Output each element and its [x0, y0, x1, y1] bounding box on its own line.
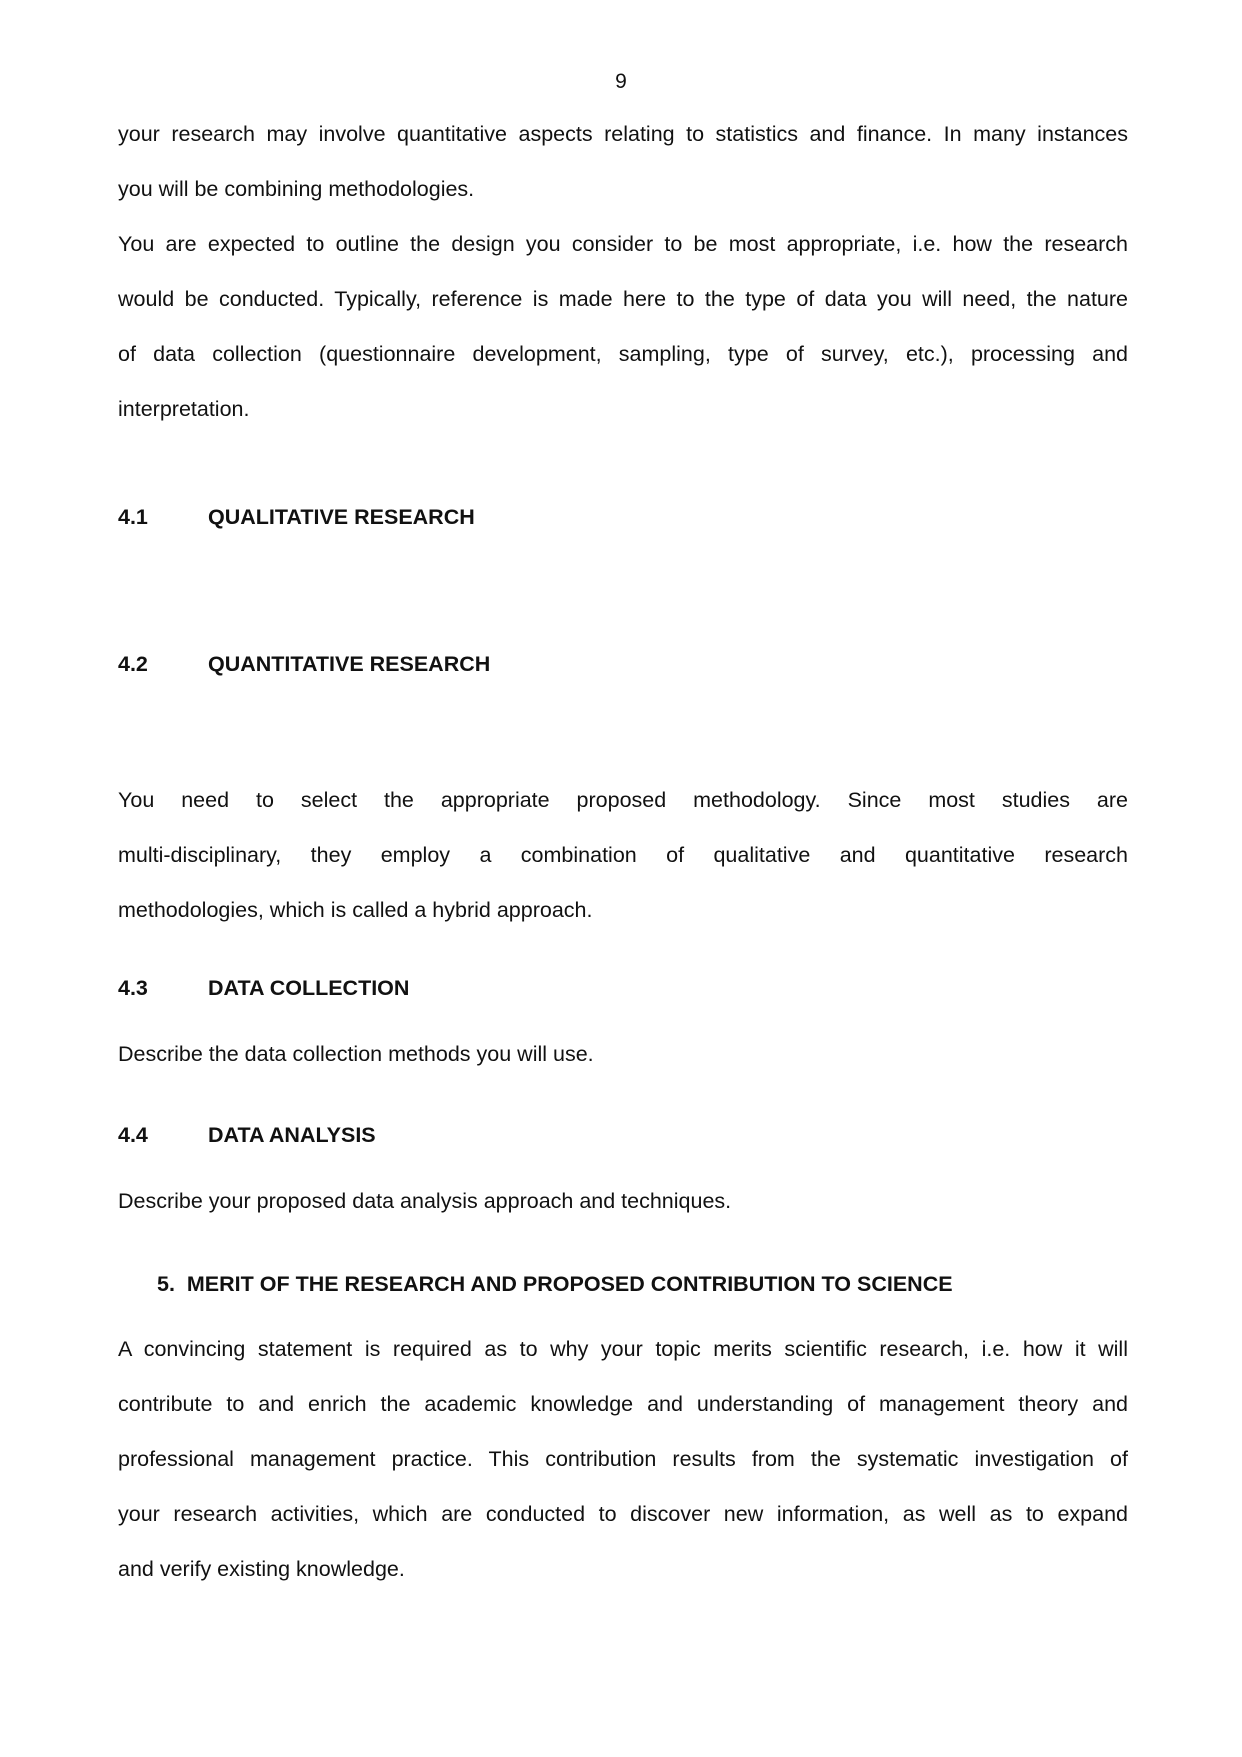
section-title: QUANTITATIVE RESEARCH [208, 652, 491, 676]
section-number: 5. [157, 1272, 175, 1296]
page-number: 9 [615, 70, 627, 93]
section-number: 4.3 [118, 976, 148, 1000]
paragraph-line: would be conducted. Typically, reference is made here to the type of data you will need, the nature [118, 287, 1128, 311]
paragraph-line: interpretation. [118, 397, 250, 421]
design-paragraph [118, 217, 1128, 437]
section-heading-4-2 [118, 652, 490, 677]
paragraph-line: Describe the data collection methods you will use. [118, 1042, 594, 1066]
paragraph-line: You are expected to outline the design you consider to be most appropriate, i.e. how the research [118, 232, 1128, 256]
paragraph-line: and verify existing knowledge. [118, 1557, 405, 1581]
methodology-paragraph [118, 773, 1128, 938]
paragraph-line: methodologies, which is called a hybrid approach. [118, 898, 593, 922]
section-title: QUALITATIVE RESEARCH [208, 505, 475, 529]
section-heading-4-3 [118, 976, 409, 1001]
data-collection-paragraph [118, 1027, 1128, 1082]
paragraph-line: You need to select the appropriate proposed methodology. Since most studies are [118, 788, 1128, 812]
paragraph-line: professional management practice. This contribution results from the systematic investigation of [118, 1447, 1128, 1471]
paragraph-line: your research may involve quantitative aspects relating to statistics and finance. In many instances [118, 122, 1128, 146]
paragraph-line: Describe your proposed data analysis approach and techniques. [118, 1189, 732, 1213]
section-number: 4.2 [118, 652, 148, 676]
section-title: MERIT OF THE RESEARCH AND PROPOSED CONTRIBUTION TO SCIENCE [186, 1272, 953, 1296]
section-title: DATA COLLECTION [208, 976, 410, 1000]
paragraph-line: you will be combining methodologies. [118, 177, 475, 201]
paragraph-line: your research activities, which are conducted to discover new information, as well as to expand [118, 1502, 1128, 1526]
paragraph-line: contribute to and enrich the academic knowledge and understanding of management theory and [118, 1392, 1128, 1416]
section-heading-4-1 [118, 505, 475, 530]
paragraph-line: A convincing statement is required as to why your topic merits scientific research, i.e. how it will [118, 1337, 1128, 1361]
section-number: 4.1 [118, 505, 148, 529]
section-title: DATA ANALYSIS [208, 1123, 376, 1147]
section-heading-5 [157, 1272, 953, 1297]
section-heading-4-4 [118, 1123, 376, 1148]
merit-paragraph [118, 1322, 1128, 1597]
paragraph-line: multi-disciplinary, they employ a combination of qualitative and quantitative research [118, 843, 1128, 867]
paragraph-line: of data collection (questionnaire development, sampling, type of survey, etc.), processing and [118, 342, 1128, 366]
section-number: 4.4 [118, 1123, 148, 1147]
intro-paragraph [118, 107, 1128, 217]
data-analysis-paragraph [118, 1174, 1128, 1229]
